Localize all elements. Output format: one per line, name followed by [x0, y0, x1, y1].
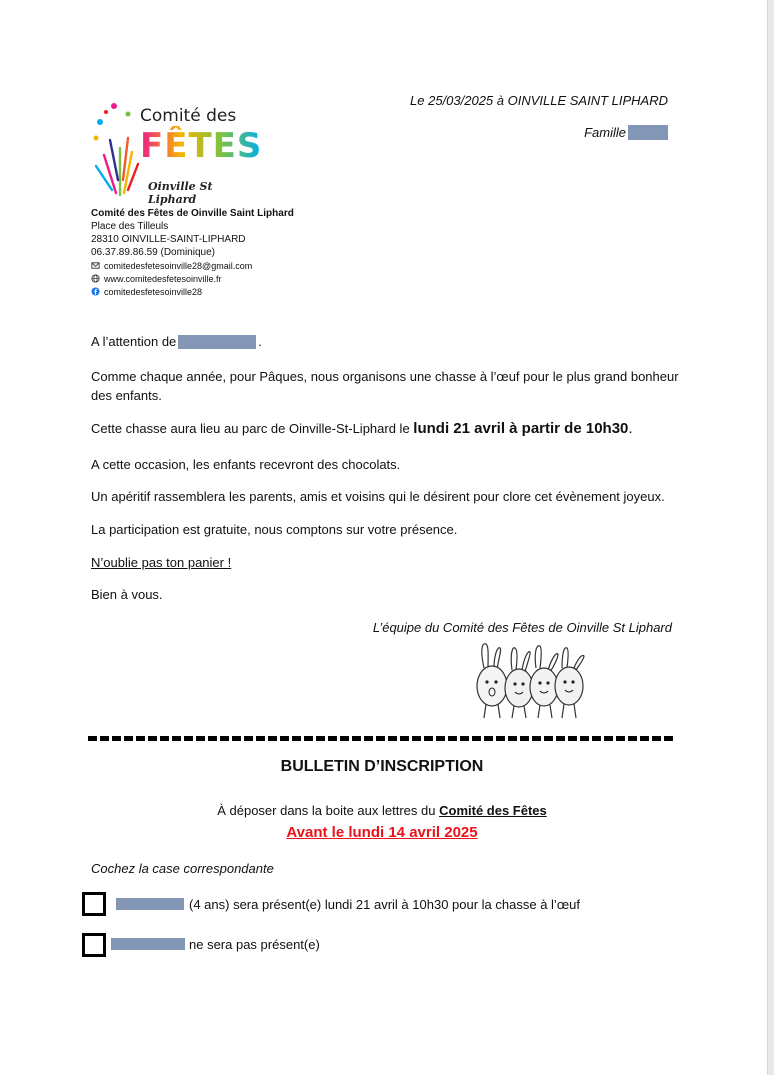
logo-fetes: FÊTES [140, 126, 263, 166]
event-date: lundi 21 avril à partir de 10h30 [413, 420, 629, 437]
easter-bunny-eggs-illustration [470, 640, 590, 720]
globe-icon [91, 274, 100, 283]
redacted-child-name-2 [111, 938, 185, 950]
redacted-recipient [178, 335, 256, 349]
sender-email[interactable]: comitedesfetesoinville28@gmail.com [104, 260, 253, 271]
fireworks-icon [90, 100, 140, 200]
paragraph-3: A cette occasion, les enfants recevront des chocolats. [91, 457, 401, 472]
paragraph-2 [91, 420, 691, 437]
sender-website[interactable]: www.comitedesfetesoinville.fr [104, 273, 222, 284]
attention-suffix: . [258, 334, 262, 349]
email-icon [91, 261, 100, 270]
logo [90, 100, 263, 206]
paragraph-4: Un apéritif rassemblera les parents, amis et voisins qui le désirent pour clore cet évènement joyeux. [91, 489, 665, 504]
attention-line [91, 334, 262, 349]
paragraph-1: Comme chaque année, pour Pâques, nous organisons une chasse à l’œuf pour le plus grand bonheur des enfants. [91, 369, 679, 403]
check-instruction: Cochez la case correspondante [91, 861, 274, 876]
sender-email-line [91, 259, 294, 272]
sender-name: Comité des Fêtes de Oinville Saint Liphard [91, 208, 294, 219]
deadline: Avant le lundi 14 avril 2025 [286, 824, 478, 841]
paragraph-6: N’oublie pas ton panier ! [91, 555, 232, 570]
paragraph-5: La participation est gratuite, nous comptons sur votre présence. [91, 522, 458, 537]
p2-suffix: . [628, 420, 633, 437]
sender-address1: Place des Tilleuls [91, 221, 169, 232]
signature: L’équipe du Comité des Fêtes de Oinville St Liphard [372, 620, 672, 635]
redacted-family-name [628, 125, 668, 140]
bulletin-instruction [0, 803, 764, 818]
sender-facebook-line [91, 285, 294, 298]
closing: Bien à vous. [91, 587, 163, 602]
sender-website-line [91, 272, 294, 285]
sender-phone: 06.37.89.86.59 (Dominique) [91, 247, 215, 258]
instruction-comite: Comité des Fêtes [439, 803, 547, 818]
date-place: Le 25/03/2025 à OINVILLE SAINT LIPHARD [410, 93, 668, 108]
instruction-prefix: À déposer dans la boite aux lettres du [217, 803, 436, 818]
option-present-label: (4 ans) sera présent(e) lundi 21 avril à 10h30 pour la chasse à l’œuf [189, 897, 580, 912]
p2-prefix: Cette chasse aura lieu au parc de Oinville-St-Liphard le [91, 421, 410, 436]
attention-prefix: A l’attention de [91, 334, 177, 349]
cut-line-divider [88, 736, 674, 741]
redacted-child-name-1 [116, 898, 184, 910]
logo-title: Comité des [140, 106, 237, 126]
famille-line [584, 125, 668, 140]
logo-town: Oinville St Liphard [148, 180, 213, 206]
checkbox-absent[interactable] [82, 933, 106, 957]
page-edge [767, 0, 774, 1075]
sender-block [91, 207, 294, 298]
famille-label: Famille [584, 125, 626, 140]
bulletin-title: BULLETIN D’INSCRIPTION [280, 758, 484, 775]
sender-address2: 28310 OINVILLE-SAINT-LIPHARD [91, 234, 246, 245]
sender-facebook[interactable]: comitedesfetesoinville28 [104, 286, 203, 297]
facebook-icon [91, 287, 100, 296]
option-absent-label: ne sera pas présent(e) [189, 937, 320, 952]
checkbox-present[interactable] [82, 892, 106, 916]
